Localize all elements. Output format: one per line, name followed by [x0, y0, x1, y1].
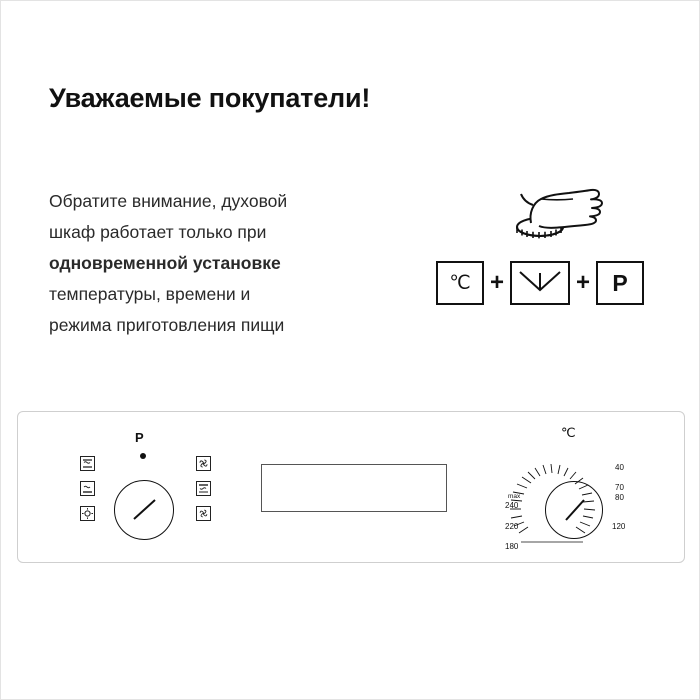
mode-fan-heat-icon [196, 456, 211, 471]
thermostat-unit-label: ℃ [561, 425, 576, 440]
mode-top-bottom-heat-icon [80, 456, 95, 471]
timer-display-window[interactable] [261, 464, 447, 512]
notice-line-3-bold: одновременной установке [49, 253, 281, 273]
notice-paragraph [49, 186, 389, 341]
scale-label-120: 120 [612, 522, 626, 531]
scale-label-max: max [508, 493, 521, 500]
plus-sign-1: + [490, 269, 505, 296]
plus-sign-2: + [576, 269, 591, 296]
scale-label-80: 80 [615, 493, 624, 502]
mode-light-icon [80, 506, 95, 521]
celsius-symbol: ℃ [449, 272, 471, 294]
temperature-box [436, 261, 484, 305]
notice-line-5: режима приготовления пищи [49, 315, 285, 335]
timer-box [510, 261, 570, 305]
mode-defrost-fan-icon [196, 506, 211, 521]
page-title: Уважаемые покупатели! [49, 83, 371, 113]
oven-control-panel [17, 411, 685, 563]
program-selector-knob[interactable] [114, 480, 174, 540]
scale-label-240: 240 [505, 501, 519, 510]
notice-line-4: температуры, времени и [49, 284, 251, 304]
clock-timer-icon [518, 268, 562, 298]
notice-line-2: шкаф работает только при [49, 222, 267, 242]
scale-label-70: 70 [615, 483, 624, 492]
mode-grill-icon [196, 481, 211, 496]
position-dot [140, 453, 146, 459]
program-knob-label: P [135, 430, 144, 445]
temperature-scale [505, 454, 630, 559]
scale-label-40: 40 [615, 463, 624, 472]
scale-label-220: 220 [505, 522, 519, 531]
hand-turning-knob-icon [503, 169, 613, 249]
program-box [596, 261, 644, 305]
program-symbol: P [612, 269, 628, 296]
formula-row [436, 261, 644, 305]
mode-bottom-heat-icon [80, 481, 95, 496]
scale-label-180: 180 [505, 542, 519, 551]
notice-line-1: Обратите внимание, духовой [49, 191, 288, 211]
instruction-pictogram [433, 169, 663, 319]
